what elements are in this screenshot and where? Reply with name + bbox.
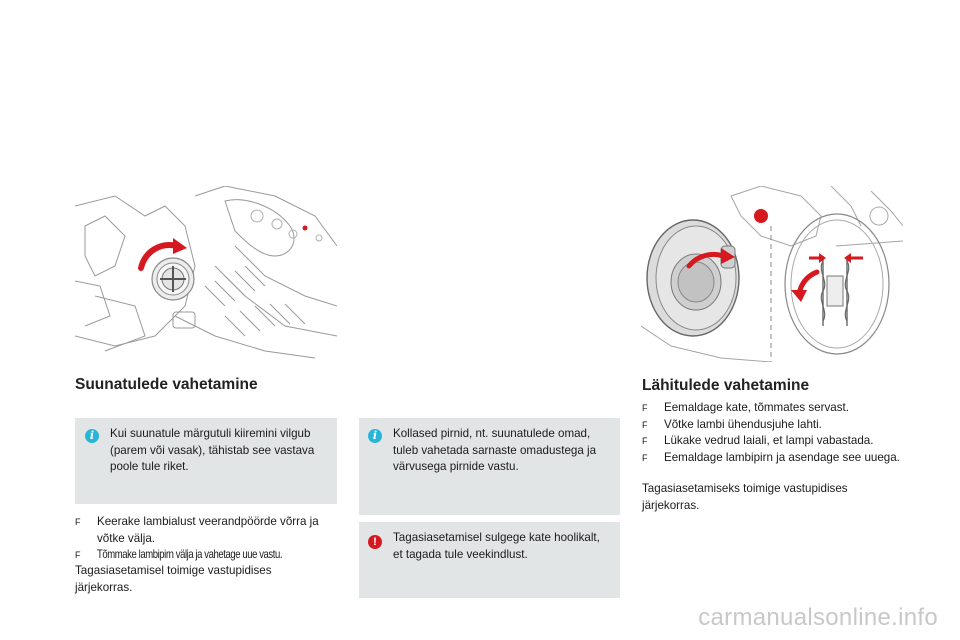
- low-beam-reassembly: Tagasiasetamiseks toimige vastupidises järjekorras.: [642, 482, 848, 512]
- turn-signal-steps: [75, 514, 339, 564]
- bullet-icon: F: [642, 436, 648, 446]
- low-beam-steps: [642, 400, 904, 466]
- list-item: [642, 433, 904, 450]
- bulb-holder: [152, 258, 194, 300]
- yellow-bulb-info-text: Kollased pirnid, nt. suunatulede omad, tuleb vahetada sarnaste omadustega ja värvusega pirnide vastu.: [393, 427, 597, 473]
- bullet-icon: F: [75, 517, 81, 527]
- rotation-arrowhead: [173, 238, 187, 254]
- red-marker-dot: [754, 209, 768, 223]
- headlamp-cover: [647, 220, 739, 336]
- info-icon: i: [368, 429, 382, 443]
- list-item: [75, 547, 339, 564]
- red-marker-dot: [303, 226, 308, 231]
- list-item: [642, 417, 904, 434]
- list-item: [642, 400, 904, 417]
- step-text: Eemaldage lambipirn ja asendage see uuega.: [664, 450, 900, 464]
- low-beam-title: Lähitulede vahetamine: [642, 377, 810, 394]
- turn-signal-illustration: [75, 186, 337, 362]
- low-beam-illustration: [641, 186, 903, 362]
- yellow-bulb-info-note: [359, 418, 620, 515]
- turn-signal-info-text: Kui suunatule märgutuli kiiremini vilgub (parem või vasak), tähistab see vastava poole tule riket.: [110, 427, 315, 473]
- bullet-icon: F: [642, 403, 648, 413]
- low-beam-drawing: [641, 186, 903, 362]
- bullet-icon: F: [642, 452, 648, 463]
- step-text: Lükake vedrud laiali, et lampi vabastada.: [664, 434, 874, 447]
- bullet-icon: F: [642, 419, 648, 430]
- step-text: Keerake lambialust veerandpöörde võrra ja võtke välja.: [97, 515, 319, 545]
- step-text: Tõmmake lambipirn välja ja vahetage uue vastu.: [97, 548, 283, 561]
- watertight-warning-note: [359, 522, 620, 598]
- warning-icon: !: [368, 535, 382, 549]
- step-text: Eemaldage kate, tõmmates servast.: [664, 401, 849, 414]
- turn-signal-drawing: [75, 186, 337, 362]
- turn-signal-info-note: [75, 418, 337, 504]
- step-text: Võtke lambi ühendusjuhe lahti.: [664, 417, 822, 431]
- list-item: [75, 514, 339, 547]
- turn-signal-reassembly: Tagasiasetamisel toimige vastupidises järjekorras.: [75, 564, 272, 594]
- info-icon: i: [85, 429, 99, 443]
- bullet-icon: F: [75, 550, 80, 560]
- turn-signal-title: Suunatulede vahetamine: [75, 376, 258, 393]
- watermark: carmanualsonline.info: [698, 604, 938, 631]
- watertight-warning-text: Tagasiasetamisel sulgege kate hoolikalt, et tagada tule veekindlust.: [393, 531, 600, 561]
- bulb-rotate-arrowhead: [791, 290, 807, 302]
- list-item: [642, 450, 904, 467]
